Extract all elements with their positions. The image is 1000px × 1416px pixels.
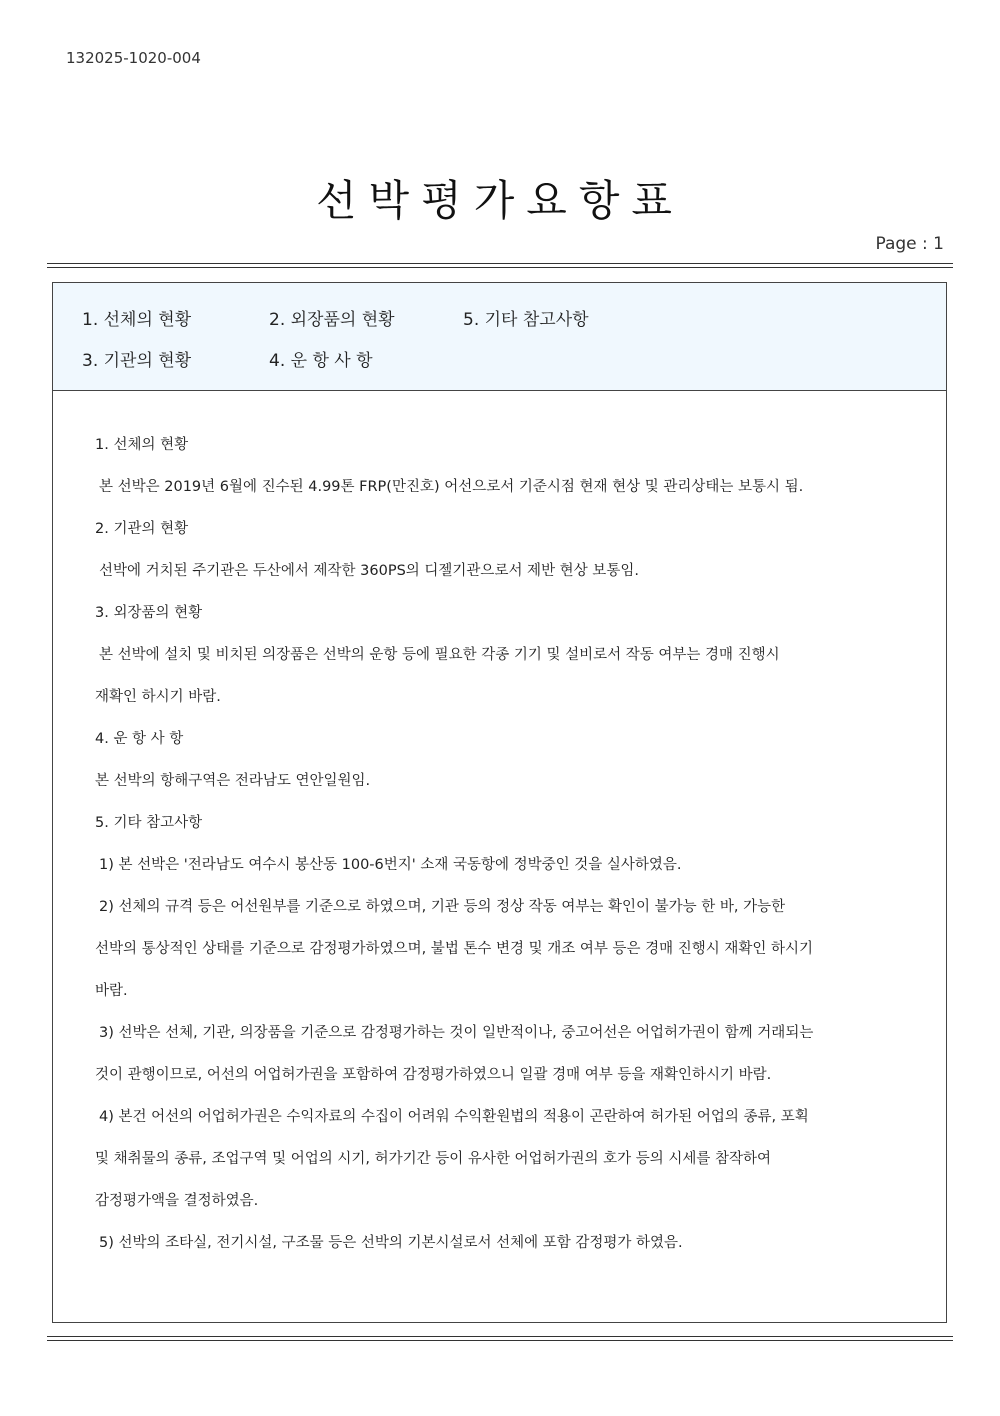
body-line: 것이 관행이므로, 어선의 어업허가권을 포함하여 감정평가하였으니 일괄 경매 여부 등을 재확인하시기 바람. [95, 1067, 772, 1083]
body-line: 본 선박의 항해구역은 전라남도 연안일원임. [95, 773, 371, 789]
table-of-contents [53, 283, 946, 391]
section-heading-other-notes: 5. 기타 참고사항 [95, 815, 203, 831]
section-heading-engine: 2. 기관의 현황 [95, 521, 189, 537]
note-item-5: 5) 선박의 조타실, 전기시설, 구조물 등은 선박의 기본시설로서 선체에 포함 감정평가 하였음. [99, 1235, 683, 1251]
body-line: 바람. [95, 983, 128, 999]
document-id: 132025-1020-004 [66, 49, 201, 67]
content-frame [52, 282, 947, 1323]
section-heading-operation: 4. 운 항 사 항 [95, 731, 184, 747]
body-line: 및 채취물의 종류, 조업구역 및 어업의 시기, 허가기간 등이 유사한 어업허가권의 호가 등의 시세를 참작하여 [95, 1151, 772, 1167]
note-item-2: 2) 선체의 규격 등은 어선원부를 기준으로 하였으며, 기관 등의 정상 작동 여부는 확인이 불가능 한 바, 가능한 [99, 899, 786, 915]
note-item-1: 1) 본 선박은 '전라남도 여수시 봉산동 100-6번지' 소재 국동항에 정박중인 것을 실사하였음. [99, 857, 682, 873]
body-line: 재확인 하시기 바람. [95, 689, 221, 705]
footer-divider-bottom [47, 1340, 953, 1341]
toc-item-equipment: 2. 외장품의 현황 [269, 310, 395, 330]
toc-item-engine: 3. 기관의 현황 [82, 351, 192, 371]
note-item-3: 3) 선박은 선체, 기관, 의장품을 기준으로 감정평가하는 것이 일반적이나, 중고어선은 어업허가권이 함께 거래되는 [99, 1025, 814, 1041]
note-item-4: 4) 본건 어선의 어업허가권은 수익자료의 수집이 어려워 수익환원법의 적용이 곤란하여 허가된 어업의 종류, 포획 [99, 1109, 809, 1125]
body-line: 본 선박에 설치 및 비치된 의장품은 선박의 운항 등에 필요한 각종 기기 및 설비로서 작동 여부는 경매 진행시 [99, 647, 780, 663]
body-line: 본 선박은 2019년 6월에 진수된 4.99톤 FRP(만진호) 어선으로서 기준시점 현재 현상 및 관리상태는 보통시 됨. [99, 479, 804, 495]
body-line: 선박에 거치된 주기관은 두산에서 제작한 360PS의 디젤기관으로서 제반 현상 보통임. [99, 563, 639, 579]
footer-divider-top [47, 1336, 953, 1337]
section-heading-equipment: 3. 외장품의 현황 [95, 605, 203, 621]
header-divider-bottom [47, 267, 953, 268]
toc-item-other-notes: 5. 기타 참고사항 [463, 310, 589, 330]
section-heading-hull: 1. 선체의 현황 [95, 437, 189, 453]
page-title: 선박평가요항표 [315, 176, 684, 225]
header-divider-top [47, 263, 953, 264]
page-number: Page : 1 [875, 234, 944, 254]
body-line: 감정평가액을 결정하였음. [95, 1193, 259, 1209]
toc-item-hull: 1. 선체의 현황 [82, 310, 192, 330]
toc-item-operation: 4. 운 항 사 항 [269, 351, 373, 371]
body-line: 선박의 통상적인 상태를 기준으로 감정평가하였으며, 불법 톤수 변경 및 개조 여부 등은 경매 진행시 재확인 하시기 [95, 941, 814, 957]
